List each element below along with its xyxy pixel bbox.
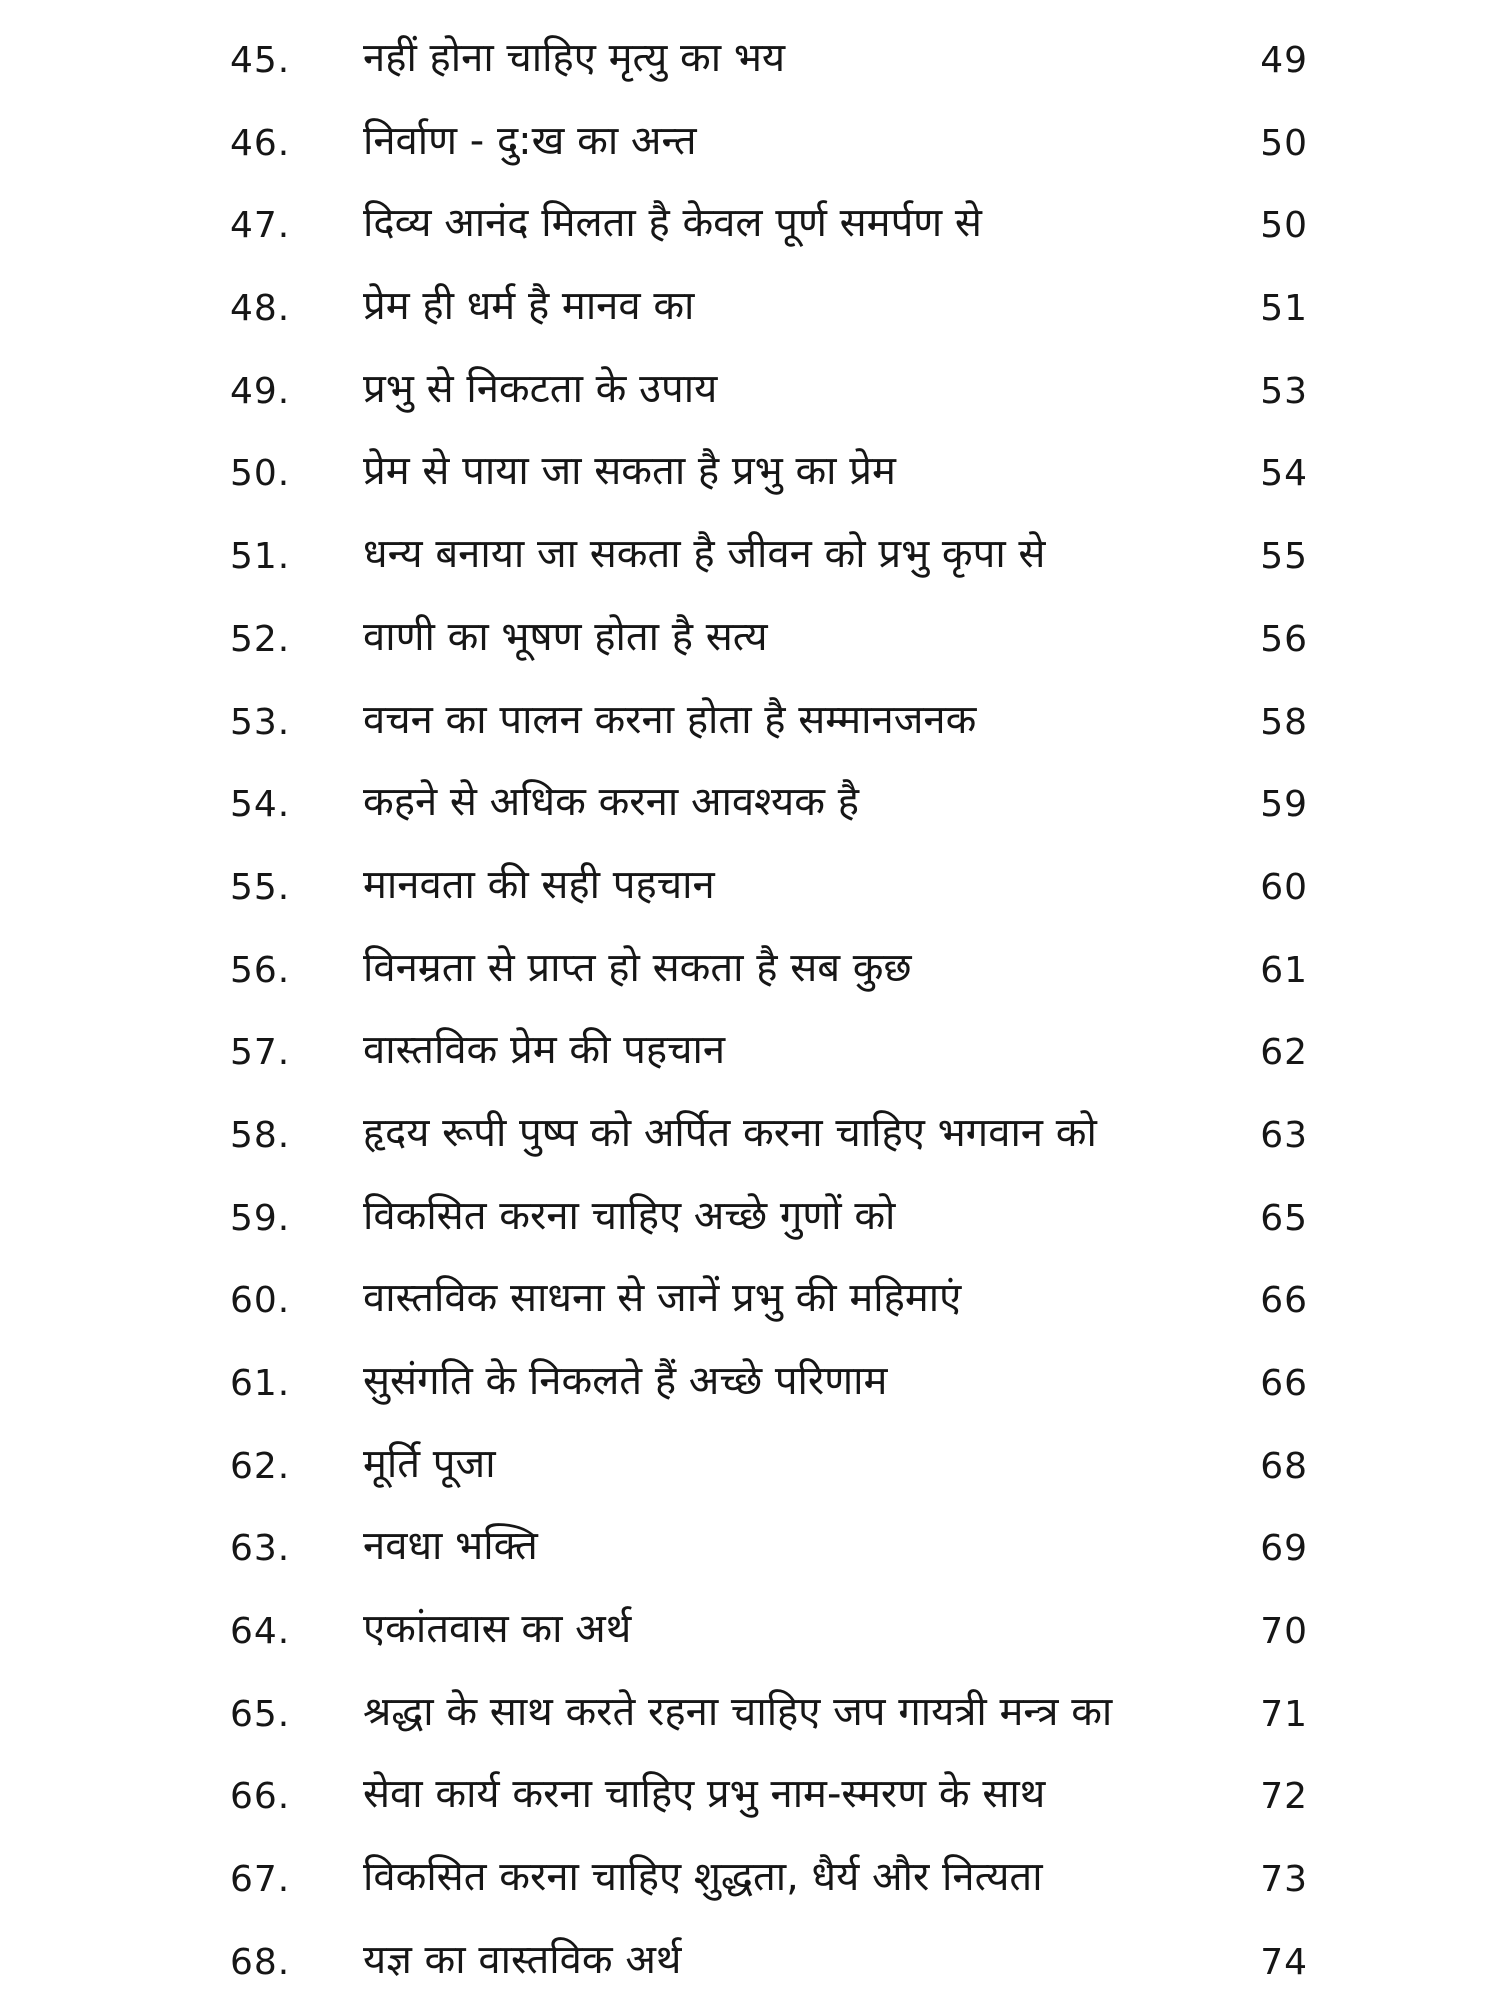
entry-page-number: 71: [1260, 1693, 1308, 1735]
entry-page-number: 73: [1260, 1859, 1308, 1901]
entry-number: 49.: [230, 370, 291, 412]
entry-title: वास्तविक साधना से जानें प्रभु की महिमाएं: [363, 1275, 962, 1322]
entry-page-number: 74: [1260, 1941, 1308, 1983]
entry-number: 47.: [230, 205, 291, 247]
toc-entry: [0, 1420, 1500, 1503]
toc-entry: [0, 676, 1500, 759]
toc-entry: [0, 1833, 1500, 1916]
entry-title: सुसंगति के निकलते हैं अच्छे परिणाम: [363, 1358, 888, 1404]
entry-number: 67.: [230, 1859, 291, 1901]
entry-title: प्रेम से पाया जा सकता है प्रभु का प्रेम: [363, 448, 896, 495]
entry-title: नवधा भक्ति: [363, 1523, 538, 1570]
toc-entry: [0, 841, 1500, 924]
entry-number: 52.: [230, 618, 291, 660]
toc-entry: [0, 1006, 1500, 1089]
entry-number: 57.: [230, 1032, 291, 1074]
entry-page-number: 66: [1260, 1363, 1308, 1404]
entry-number: 63.: [230, 1528, 291, 1570]
entry-title: कहने से अधिक करना आवश्यक है: [363, 779, 859, 826]
entry-title: विकसित करना चाहिए शुद्धता, धैर्य और नित्यता: [363, 1854, 1043, 1901]
entry-page-number: 72: [1260, 1776, 1308, 1818]
entry-page-number: 53: [1260, 370, 1308, 412]
toc-entry: [0, 1089, 1500, 1172]
entry-number: 61.: [230, 1363, 291, 1404]
toc-entry: [0, 1916, 1500, 1999]
entry-page-number: 58: [1260, 701, 1308, 743]
entry-number: 55.: [230, 866, 291, 908]
entry-number: 51.: [230, 536, 291, 578]
toc-entry: [0, 262, 1500, 345]
entry-title: धन्य बनाया जा सकता है जीवन को प्रभु कृपा से: [363, 531, 1046, 578]
entry-number: 48.: [230, 288, 291, 330]
entry-number: 46.: [230, 122, 291, 164]
entry-title: सेवा कार्य करना चाहिए प्रभु नाम-स्मरण के साथ: [363, 1771, 1046, 1818]
entry-title: प्रभु से निकटता के उपाय: [363, 365, 718, 412]
entry-page-number: 65: [1260, 1197, 1308, 1239]
entry-page-number: 54: [1260, 453, 1308, 495]
entry-title: विनम्रता से प्राप्त हो सकता है सब कुछ: [363, 944, 912, 991]
entry-title: हृदय रूपी पुष्प को अर्पित करना चाहिए भगवान को: [363, 1109, 1097, 1156]
toc-entry: [0, 427, 1500, 510]
entry-number: 60.: [230, 1280, 291, 1322]
entry-title: वाणी का भूषण होता है सत्य: [363, 613, 768, 660]
entry-title: विकसित करना चाहिए अच्छे गुणों को: [363, 1192, 896, 1239]
entry-number: 45.: [230, 40, 291, 81]
toc-entry: [0, 97, 1500, 180]
toc-entry: [0, 593, 1500, 676]
entry-page-number: 55: [1260, 536, 1308, 578]
entry-number: 59.: [230, 1197, 291, 1239]
entry-page-number: 68: [1260, 1445, 1308, 1487]
entry-title: वचन का पालन करना होता है सम्मानजनक: [363, 696, 977, 743]
entry-page-number: 56: [1260, 618, 1308, 660]
entry-title: नहीं होना चाहिए मृत्यु का भय: [363, 35, 786, 81]
entry-number: 53.: [230, 701, 291, 743]
toc-entry: [0, 14, 1500, 97]
entry-page-number: 70: [1260, 1611, 1308, 1653]
toc-entry: [0, 510, 1500, 593]
entry-page-number: 63: [1260, 1114, 1308, 1156]
entry-page-number: 50: [1260, 122, 1308, 164]
entry-number: 54.: [230, 784, 291, 826]
entry-page-number: 59: [1260, 784, 1308, 826]
entry-page-number: 69: [1260, 1528, 1308, 1570]
toc-entry: [0, 924, 1500, 1007]
entry-number: 66.: [230, 1776, 291, 1818]
entry-title: दिव्य आनंद मिलता है केवल पूर्ण समर्पण से: [363, 200, 982, 247]
entry-number: 62.: [230, 1445, 291, 1487]
entry-page-number: 61: [1260, 949, 1308, 991]
entry-number: 65.: [230, 1693, 291, 1735]
toc-entry: [0, 1502, 1500, 1585]
toc-entry: [0, 758, 1500, 841]
entry-page-number: 66: [1260, 1280, 1308, 1322]
entry-page-number: 60: [1260, 866, 1308, 908]
entry-number: 58.: [230, 1114, 291, 1156]
toc-entry: [0, 1254, 1500, 1337]
entry-title: मानवता की सही पहचान: [363, 861, 715, 908]
entry-title: यज्ञ का वास्तविक अर्थ: [363, 1936, 682, 1983]
toc-entry: [0, 345, 1500, 428]
entry-page-number: 62: [1260, 1032, 1308, 1074]
entry-page-number: 50: [1260, 205, 1308, 247]
entry-page-number: 49: [1260, 40, 1308, 81]
toc-entry: [0, 1668, 1500, 1751]
entry-number: 50.: [230, 453, 291, 495]
toc-entry: [0, 1750, 1500, 1833]
entry-title: श्रद्धा के साथ करते रहना चाहिए जप गायत्री मन्त्र का: [363, 1688, 1113, 1735]
entry-title: एकांतवास का अर्थ: [363, 1606, 632, 1653]
toc-entry: [0, 1172, 1500, 1255]
entry-title: वास्तविक प्रेम की पहचान: [363, 1027, 726, 1074]
entry-title: प्रेम ही धर्म है मानव का: [363, 283, 695, 330]
toc-entry: [0, 179, 1500, 262]
entry-number: 56.: [230, 949, 291, 991]
toc-entry: [0, 1337, 1500, 1420]
table-of-contents: [0, 14, 1500, 1999]
entry-title: मूर्ति पूजा: [363, 1440, 496, 1487]
toc-entry: [0, 1585, 1500, 1668]
entry-number: 64.: [230, 1611, 291, 1653]
entry-number: 68.: [230, 1941, 291, 1983]
entry-page-number: 51: [1260, 288, 1308, 330]
entry-title: निर्वाण - दु:ख का अन्त: [363, 117, 697, 164]
